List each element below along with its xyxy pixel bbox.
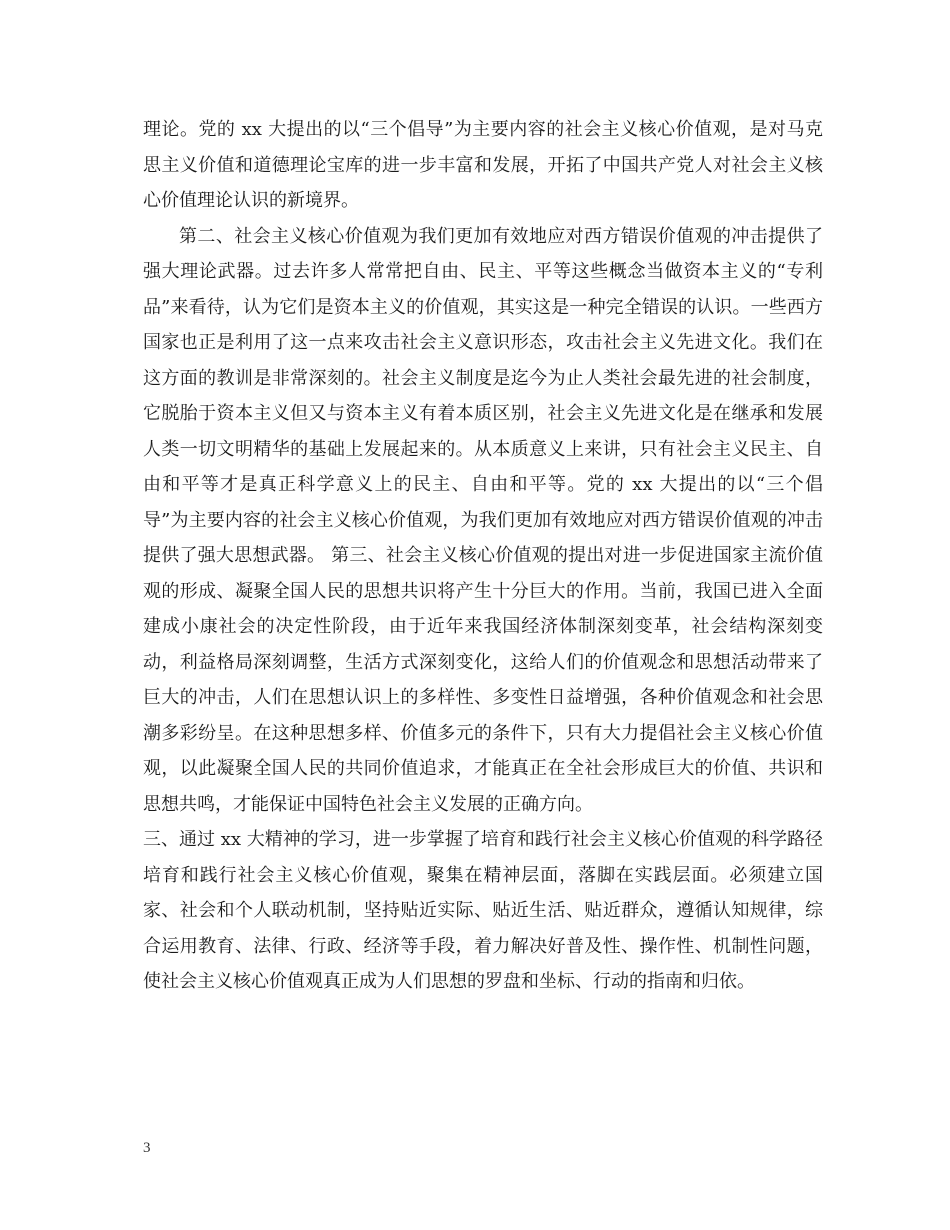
- paragraph-2: 第二、社会主义核心价值观为我们更加有效地应对西方错误价值观的冲击提供了强大理论武器。过去许多人常常把自由、民主、平等这些概念当做资本主义的“专利品”来看待，认为它们是资本主义的价值观，其实这是一种完全错误的认识。一些西方国家也正是利用了这一点来攻击社会主义意识形态，攻击社会主义先进文化。我们在这方面的教训是非常深刻的。社会主义制度是迄今为止人类社会最先进的社会制度，它脱胎于资本主义但又与资本主义有着本质区别，社会主义先进文化是在继承和发展人类一切文明精华的基础上发展起来的。从本质意义上来讲，只有社会主义民主、自由和平等才是真正科学意义上的民主、自由和平等。党的 xx 大提出的以“三个倡导”为主要内容的社会主义核心价值观，为我们更加有效地应对西方错误价值观的冲击提供了强大思想武器。 第三、社会主义核心价值观的提出对进一步促进国家主流价值观的形成、凝聚全国人民的思想共识将产生十分巨大的作用。当前，我国已进入全面建成小康社会的决定性阶段，由于近年来我国经济体制深刻变革，社会结构深刻变动，利益格局深刻调整，生活方式深刻变化，这给人们的价值观念和思想活动带来了巨大的冲击，人们在思想认识上的多样性、多变性日益增强，各种价值观念和社会思潮多彩纷呈。在这种思想多样、价值多元的条件下，只有大力提倡社会主义核心价值观，以此凝聚全国人民的共同价值追求，才能真正在全社会形成巨大的价值、共识和思想共鸣，才能保证中国特色社会主义发展的正确方向。: [143, 225, 823, 815]
- paragraph-3: 三、通过 xx 大精神的学习，进一步掌握了培育和践行社会主义核心价值观的科学路径 培育和践行社会主义核心价值观，聚集在精神层面，落脚在实践层面。必须建立国家、社会和个人联动机制，坚持贴近实际、贴近生活、贴近群众，遵循认知规律，综合运用教育、法律、行政、经济等手段，着力解决好普及性、操作性、机制性问题，使社会主义核心价值观真正成为人们思想的罗盘和坐标、行动的指南和归依。: [143, 829, 859, 992]
- document-body: [143, 112, 859, 1000]
- paragraph-1: 理论。党的 xx 大提出的以“三个倡导”为主要内容的社会主义核心价值观，是对马克思主义价值和道德理论宝库的进一步丰富和发展，开拓了中国共产党人对社会主义核心价值理论认识的新境界。: [143, 119, 823, 211]
- page-number: 3: [143, 1140, 151, 1156]
